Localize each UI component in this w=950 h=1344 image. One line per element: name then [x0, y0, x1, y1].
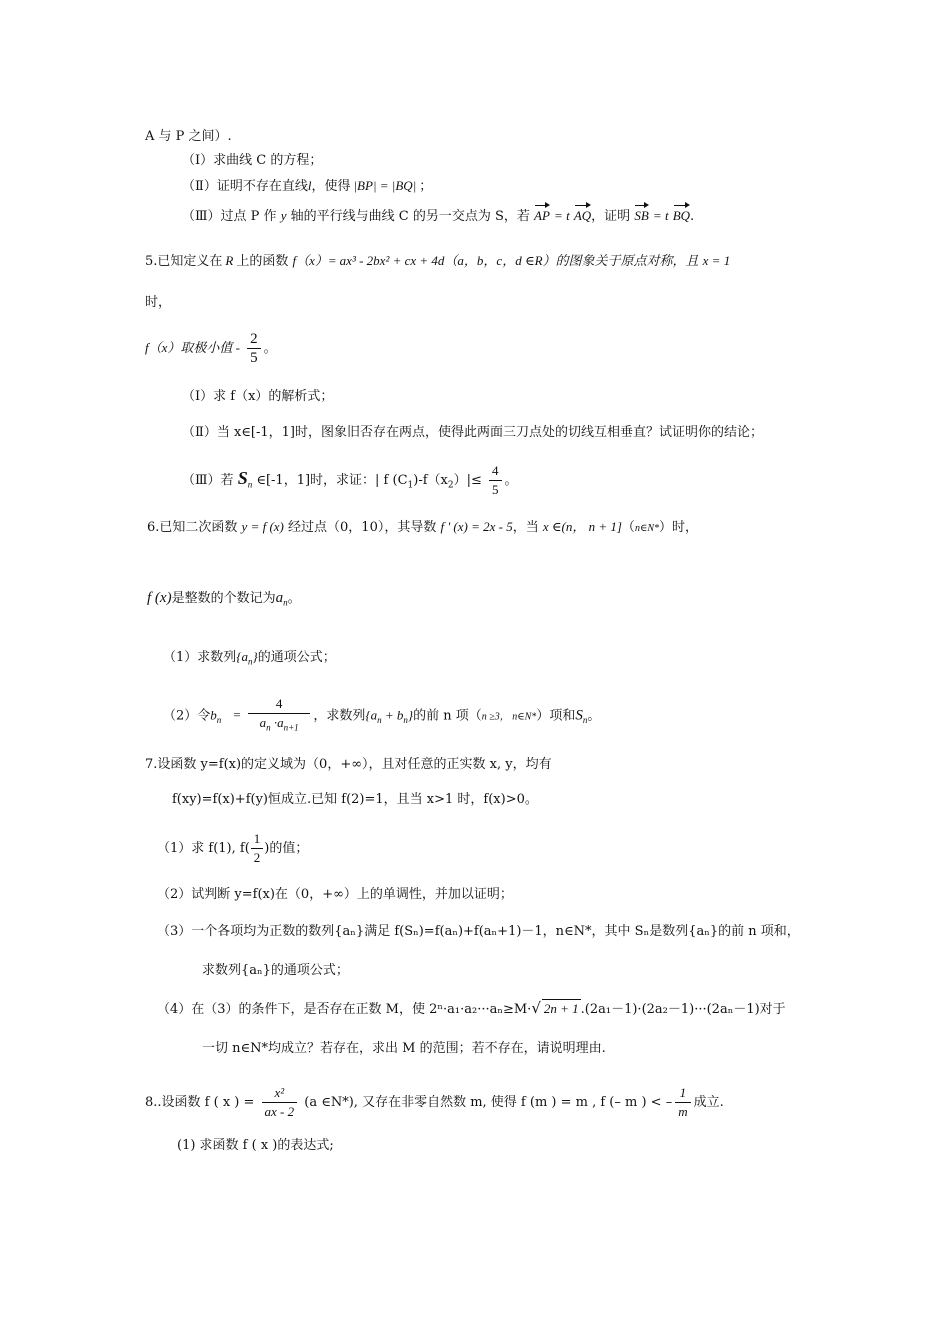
- q6-line-2: f (x)是整数的个数记为$a_n$。: [147, 590, 301, 608]
- text: （Ⅲ）若: [182, 473, 234, 488]
- math: }: [252, 649, 258, 664]
- q7-part-3b: [202, 962, 349, 980]
- q4-part-3: [182, 203, 694, 226]
- fraction: $\frac{4}{a_n \cdot a_{n+1}}$: [248, 695, 311, 737]
- text: ）|≤: [453, 473, 482, 488]
- math: f（x）=: [292, 253, 337, 268]
- q7-line-1: [145, 756, 552, 774]
- text: （Ⅰ）求曲线 C 的方程；: [182, 153, 323, 168]
- text: )-f（x: [413, 473, 448, 488]
- math: S: [575, 707, 583, 724]
- math: R: [225, 253, 234, 268]
- math: x ∈(n， n + 1]: [542, 519, 622, 534]
- text: （1）求数列: [163, 650, 237, 665]
- q5-part-3: （Ⅲ）若 $S_n$ ∈[-1，1]时，求证：| f $(C_1)-f(x_2)|\le$ $\frac{4}{5}$ 。: [182, 463, 518, 497]
- vector-sb: SB: [634, 203, 648, 225]
- text: （: [621, 520, 635, 535]
- vector-ap: AP: [534, 203, 550, 225]
- q7-part-1: [157, 830, 308, 867]
- math: f ' (x) = 2x - 5: [440, 519, 513, 534]
- math: = t: [554, 208, 570, 223]
- text: 的前 n 项（: [413, 708, 482, 724]
- q4-line-0: [145, 128, 232, 146]
- q7-part-4b: [202, 1040, 606, 1058]
- math-sqrt: 2n + 1: [543, 1001, 579, 1016]
- text: )的值；: [264, 841, 309, 856]
- q5-line-2: [145, 294, 171, 312]
- text: （a，b，c，d ∈R）的图象关于原点对称，且: [444, 253, 699, 268]
- text: ∈[-1，1]时，求证：| f (C: [256, 473, 408, 488]
- text: 时，: [145, 295, 172, 310]
- text: ，证明: [591, 209, 631, 224]
- fraction: $\frac{4}{5}$: [489, 462, 502, 499]
- text: （3）一个各项均为正数的数列{aₙ}满足 f(Sₙ)=f(aₙ)+f(aₙ+1)－1，n∈N*，其中 Sₙ是数列{aₙ}的前 n 项和，: [157, 924, 800, 939]
- math: {a: [365, 707, 378, 723]
- text: （Ⅲ）过点 P 作: [182, 209, 277, 224]
- q7-part-3: [157, 923, 800, 941]
- text: 。: [504, 473, 518, 488]
- math: =: [233, 707, 241, 723]
- math: n ≥3， n∈N*: [481, 711, 537, 723]
- math: n∈N*: [634, 523, 660, 534]
- text: 5.已知定义在: [145, 254, 223, 269]
- vector-bq: BQ: [673, 203, 690, 225]
- math: = t: [652, 208, 669, 223]
- text: （Ⅱ）证明不存在直线: [182, 179, 308, 194]
- fraction: $\frac{1}{2}$: [251, 830, 264, 867]
- math: l: [307, 178, 312, 193]
- q6-part-1: （1）求数列$\{a_n\}$的通项公式；: [163, 649, 336, 667]
- math: + b: [381, 707, 404, 723]
- text: （4）在（3）的条件下，是否存在正数 M，使 2ⁿ·a₁·a₂···aₙ≥M·: [157, 1002, 532, 1017]
- math: x = 1: [702, 253, 731, 268]
- text: ，使得: [311, 179, 351, 194]
- math: S: [237, 468, 248, 488]
- math: b: [210, 707, 217, 723]
- q5-part-2: [182, 424, 763, 442]
- text: （2）试判断 y=f(x)在（0，+∞）上的单调性，并加以证明；: [157, 887, 513, 902]
- text: （Ⅰ）求 f（x）的解析式；: [182, 389, 334, 404]
- text: 6.已知二次函数: [147, 520, 238, 535]
- q6-line-1: [147, 518, 698, 538]
- text: .(2a₁－1)·(2a₂－1)···(2aₙ－1)对于: [580, 1002, 786, 1017]
- math: a: [275, 590, 284, 606]
- text: 7.设函数 y=f(x)的定义域为（0，+∞），且对任意的正实数 x, y，均有: [145, 757, 552, 772]
- q5-line-3: [145, 330, 277, 367]
- text: 是整数的个数记为: [171, 591, 276, 606]
- text: 8..设函数 f ( x ) =: [145, 1095, 255, 1110]
- q8-part-1: [177, 1137, 334, 1155]
- text: 上的函数: [236, 254, 289, 269]
- text: f(xy)=f(x)+f(y)恒成立.已知 f(2)=1，且当 x>1 时，f(x)>0。: [172, 792, 538, 807]
- math-eq: |BP| = |BQ|: [353, 178, 417, 193]
- fraction: $\frac{2}{5}$: [247, 330, 261, 367]
- q6-part-2: （2）令$b_n$ = $\frac{4}{a_n \cdot a_{n+1}}$ ，求数列$\{a_n + b_n\}$的前 n 项（n ≥3， n∈N*）项和$S_n$。: [163, 695, 600, 737]
- q8-line-1: [145, 1084, 724, 1121]
- vector-aq: AQ: [574, 203, 591, 225]
- text: A 与 P 之间）.: [145, 129, 232, 144]
- text: 经过点（0，10），其导数: [288, 520, 437, 535]
- text: ）项和: [536, 708, 576, 724]
- text: f（x）取极小值 -: [145, 340, 240, 355]
- text: （1）求 f(1), f(: [157, 841, 250, 856]
- fraction: $\frac{\text{x²}}{ax - 2}$: [262, 1084, 298, 1121]
- text: ）时，: [659, 520, 699, 535]
- text: 求数列{aₙ}的通项公式；: [202, 963, 349, 978]
- q7-part-2: [157, 886, 513, 904]
- q7-part-4: （4）在（3）的条件下，是否存在正数 M，使 2ⁿ·a₁·a₂···aₙ≥M·√ 2n + 1 .(2a₁－1)·(2a₂－1)···(2aₙ－1)对于: [157, 999, 786, 1017]
- math-poly: ax³ - 2bx² + cx + 4d: [339, 253, 445, 268]
- math: }: [407, 707, 414, 723]
- text: （2）令: [163, 708, 211, 724]
- text: 轴的平行线与曲线 C 的另一交点为 S，若: [290, 209, 530, 224]
- text: 一切 n∈N*均成立？若存在，求出 M 的范围；若不存在，请说明理由.: [202, 1041, 606, 1056]
- q5-part-1: [182, 388, 333, 406]
- text: ，当: [512, 520, 539, 535]
- text: ；: [419, 179, 433, 194]
- text: 成立.: [693, 1095, 724, 1110]
- math: y: [280, 208, 287, 223]
- text: 。: [263, 341, 277, 356]
- q4-part-2: [182, 177, 432, 196]
- text: (a ∈N*), 又存在非零自然数 m, 使得 f (m ) = m , f (– m ) < –: [304, 1095, 673, 1110]
- q5-line-1: [145, 252, 730, 271]
- math: y = f (x): [241, 519, 284, 534]
- text: 。: [587, 708, 601, 724]
- q4-part-1: [182, 152, 322, 170]
- text: 的通项公式；: [257, 650, 336, 665]
- text: .: [690, 209, 695, 224]
- fraction: $\frac{1}{m}$: [675, 1084, 690, 1121]
- q7-line-2: [172, 791, 538, 809]
- text: ，求数列: [313, 708, 366, 724]
- text: (1) 求函数 f ( x )的表达式;: [177, 1138, 334, 1153]
- math: {a: [236, 649, 248, 664]
- text: 。: [287, 591, 301, 606]
- text: （Ⅱ）当 x∈[-1，1]时，图象旧否存在两点，使得此两面三刀点处的切线互相垂直？试证明你的结论；: [182, 425, 764, 440]
- math: f (x): [147, 590, 172, 606]
